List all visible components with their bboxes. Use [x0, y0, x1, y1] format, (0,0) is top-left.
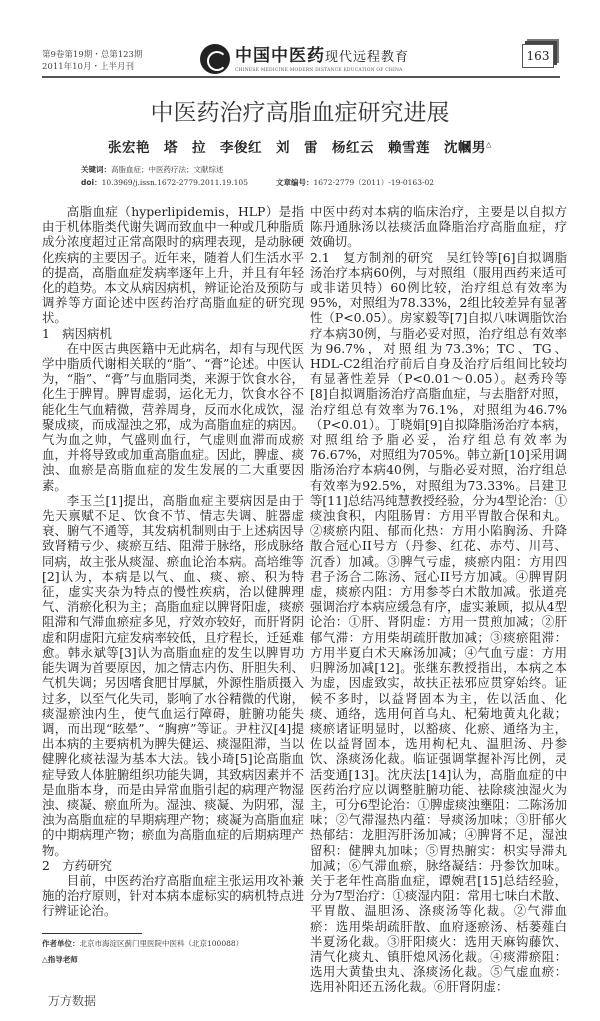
- doi-label: doi：: [81, 178, 102, 187]
- doi-value: 10.3969/j.issn.1672-2779.2011.19.105: [101, 178, 248, 187]
- article-title: 中医药治疗高脂血症研究进展: [150, 100, 450, 126]
- issue-info: [42, 49, 142, 73]
- article-number-value: 1672-2779（2011）-19-0163-02: [313, 178, 435, 187]
- journal-logo: [200, 44, 409, 74]
- keywords-value: 高脂血症；中医药疗法；文献综述: [111, 165, 224, 174]
- advisor-mark: △: [486, 140, 492, 149]
- journal-logo-text: [235, 46, 409, 73]
- page-number: 163: [522, 44, 554, 68]
- section-heading: 2 方药研究: [42, 857, 112, 873]
- body-column-left: [42, 204, 304, 919]
- paragraph: 2.1 复方制剂的研究 吴红铃等[6]自拟调脂汤治疗本病60例，与对照组（服用西药来适可或非诺贝特）60例比较，治疗组总有效率为95%，对照组为78.33%，2组比较差异有显著性（P<0.05）。房家毅等[7]自拟八味调脂饮治疗本病30例，与脂必妥对照，治疗组总有效率为96.7%，对照组为73.3%；TC、TG、HDL-C2组治疗前后自身及治疗后组间比较均有显著性差异（P<0.01～0.05）。赵秀玲等[8]自拟调脂汤治疗高脂血症，与去脂舒对照，治疗组总有效率为76.1%，对照组为46.7%（P<0.01）。丁晓娟[9]自拟降脂汤治疗本病，对照组给予脂必妥，治疗组总有效率为76.67%，对照组为705%。韩立新[10]采用调脂汤治疗本病40例，与脂必妥对照，治疗组总有效率为92.5%，对照组为73.33%。吕建卫等[11]总结冯纯慧教授经验，分为4型论治：①痰浊食积，内阻肠胃：方用平胃散合保和丸。②痰瘀内阻、郁而化热：方用小陷胸汤、升降散合冠心II号方（丹参、红花、赤芍、川芎、沉香）加减。③脾气亏虚，痰瘀内阻：方用四君子汤合二陈汤、冠心II号方加减。④脾胃阴虚，痰瘀内阻：方用参苓白术散加减。张道亮强调治疗本病应缓急有序，虚实兼顾，拟从4型论治：①肝、肾阴虚：方用一贯煎加减；②肝郁气滞：方用柴胡疏肝散加减；③痰瘀阻滞：方用半夏白术天麻汤加减；④气血亏虚：方用归脾汤加减[12]。张继东教授指出，本病之本为虚，因虚致实，故扶正祛邪应贯穿始终。证候不多时，以益肾固本为主，佐以活血、化痰、通络，选用何首乌丸、杞菊地黄丸化裁；痰瘀诸证明显时，以豁痰、化瘀、通络为主，佐以益肾固本，选用枸杞丸、温胆汤、丹参饮、涤痰汤化裁。临证强调掌握补泻比例，灵活变通[13]。沈庆法[14]认为，高脂血症的中医药治疗应以调整脏腑功能、祛除痰浊湿火为主，可分6型论治：①脾虚痰浊壅阻：二陈汤加味；②气滞湿热内蕴：导痰汤加味；③肝郁火热郁结：龙胆泻肝汤加减；④脾肾不足，湿浊留积：健脾丸加味；⑤胃热腑实：枳实导滞丸加减；⑥气滞血瘀，脉络凝结：丹参饮加味。关于老年性高脂血症，谭婉君[15]总结经验，分为7型治疗：①痰湿内阻：常用七味白术散、平胃散、温胆汤、涤痰汤等化裁。②气滞血瘀：选用柴胡疏肝散、血府逐瘀汤、栝蒌薤白半夏汤化裁。③肝阳痰火：选用天麻钩藤饮、清气化痰丸、镇肝熄风汤化裁。④痰滞瘀阻：选用大黄蛰虫丸、涤痰汤化裁。⑤气虚血瘀：选用补阳还五汤化裁。⑥肝肾阴虚：: [310, 249, 567, 995]
- section-heading: 1 病因病机: [42, 325, 112, 341]
- paragraph: 在中医古典医籍中无此病名，却有与现代医学中脂质代谢相关联的“脂”、“膏”论述。中医认为，“脂”、“膏”与血脂同类，来源于饮食水谷，化生于脾胃。脾胃虚弱，运化无力，饮食水谷不能化生气血精微，营养周身，反而水化成饮，湿聚成痰，而成湿浊之邪，成为高脂血症的病因。气为血之帅，气盛则血行，气虚则血滞而成瘀血，并将导致或加重高脂血症。因此，脾虚、痰浊、血瘀是高脂血症的发生发展的二大重要因素。: [42, 340, 304, 493]
- paragraph: 目前，中医药治疗高脂血症主张运用攻补兼施的治疗原则，针对本病本虚标实的病机特点进行辨证论治。: [42, 872, 304, 919]
- journal-emblem-icon: [200, 44, 230, 74]
- footnote-rule: [42, 933, 142, 934]
- journal-name-calligraphy: 中国中医药: [235, 45, 325, 66]
- journal-name-cn: 现代远程教育: [325, 49, 410, 65]
- paragraph: 中医中药对本病的临床治疗，主要是以自拟方陈丹通脉汤以祛痰活血降脂治疗高脂血症，疗效确切。: [310, 204, 567, 250]
- article-number-label: 文章编号：: [275, 178, 314, 187]
- paragraph: 高脂血症（hyperlipidemis，HLP）是指由于机体脂类代谢失调而致血中一种或几种脂质成分浓度超过正常高限时的病理表现，是动脉硬化疾病的主要因子。近年来，随着人们生活水平的提高，高脂血症发病率逐年上升，并且有年轻化的趋势。本文从病因病机，辨证论治及预防与调养等方面论述中医药治疗高脂血症的研究现状。: [42, 204, 304, 326]
- affiliation-label: 作者单位：: [42, 938, 80, 948]
- keywords: [81, 163, 561, 176]
- issue-date: 2011年10月・上半月刊: [42, 62, 134, 72]
- advisor-note: △指导老师: [42, 954, 78, 964]
- affiliation-value: 北京市海淀区蓟门里医院中医科（北京100088）: [79, 938, 244, 948]
- body-column-right: [310, 204, 567, 995]
- doi-line: [81, 176, 248, 189]
- journal-name-en: CHINESE MEDICINE MODERN DISTANCE EDUCATION OF CHINA: [235, 67, 403, 73]
- header-rule: [42, 76, 560, 78]
- journal-name-row: [235, 46, 409, 68]
- doi-article-number-row: [81, 176, 561, 189]
- article-meta: [81, 163, 561, 189]
- author-list: [0, 136, 600, 156]
- article-number: [276, 176, 434, 189]
- authors: 张宏艳 塔 拉 李俊红 刘 雷 杨红云 赖雪莲 沈幗男: [108, 140, 487, 156]
- issue-volume: 第9卷第19期・总第123期: [42, 50, 143, 60]
- keywords-label: 关键词：: [81, 165, 111, 174]
- left-column-flow: [42, 204, 304, 1021]
- paragraph: 李玉兰[1]提出，高脂血症主要病因是由于先天禀赋不足、饮食不节、情志失调、脏器虚衰、腑气不通等，其发病机制则由于上述病因导致肾精亏少、痰瘀互结、阻滞于脉络，形成脉络同病，故主张从痰湿、瘀血论治本病。高培维等[2]认为，本病是以气、血、痰、瘀、积为特征，虚实夹杂为特点的慢性疾病，治以健脾理气、消瘀化积为主；高脂血症以脾肾阳虚，痰瘀阻滞和气滞血瘀症多见，疗效亦较好，而肝肾阴虚和阴虚阳亢症发病率较低，且疗程长，迁延难愈。韩永斌等[3]认为高脂血症的发生以脾胃功能失调为首要原因，加之情志内伤、肝胆失利、气机失调；另因嗜食肥甘厚腻，外源性脂质摄入过多，以至气化失司，影响了水谷精微的代谢，痰湿瘀浊内生，使气血运行障碍，脏腑功能失调，而出现“眩晕”、“胸痹”等证。尹柱汉[4]提出本病的主要病机为脾失健运、痰湿阻滞，当以健脾化痰祛湿为基本大法。钱小琦[5]论高脂血症导致人体脏腑组织功能失调，其致病因素并不是血脂本身，而是由异常血脂引起的病理产物湿浊、痰凝、瘀血所为。湿浊、痰凝、为阴邪，湿浊为高脂血症的早期病理产物；痰凝为高脂血症的中期病理产物；瘀血为高脂血症的后期病理产物。: [42, 492, 304, 858]
- author-affiliation: [42, 937, 304, 950]
- watermark: 万方数据: [48, 993, 97, 1008]
